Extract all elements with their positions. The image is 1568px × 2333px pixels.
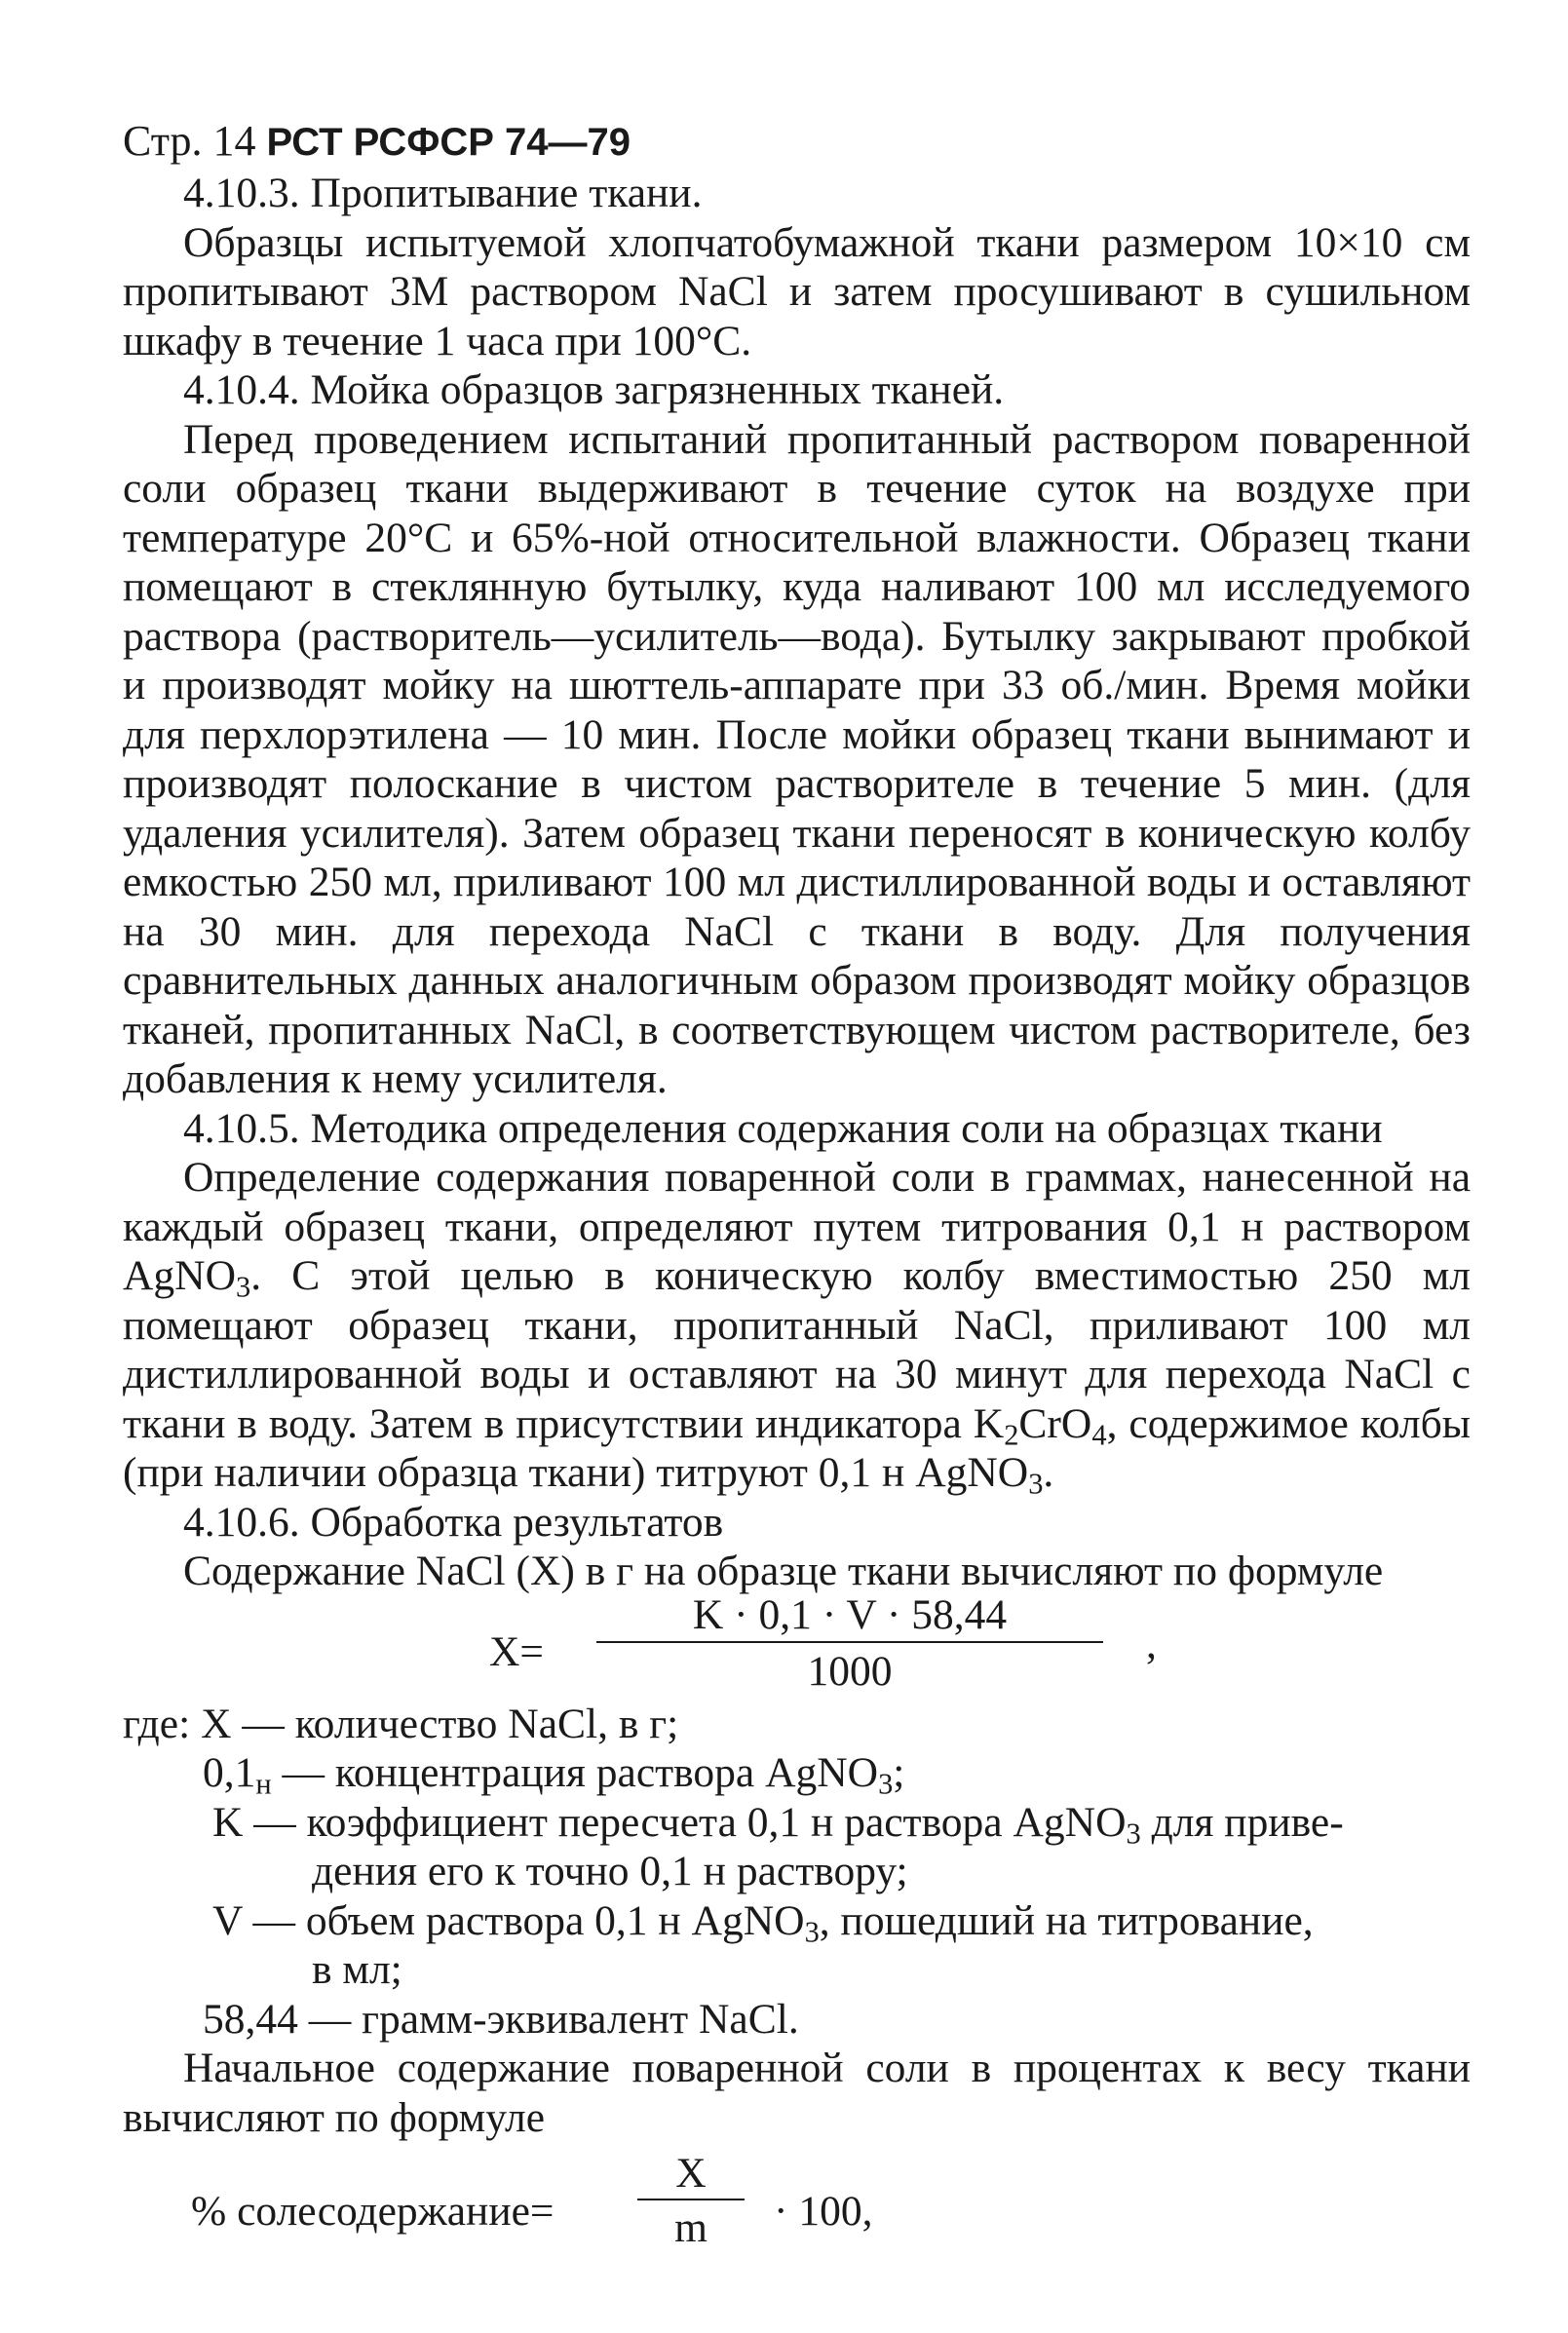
formula-lhs: X= [489,1627,544,1675]
body-part: . [1043,1449,1054,1496]
formula-numerator: K · 0,1 · V · 58,44 [692,1590,1008,1638]
formula-fraction [596,1590,1103,1696]
formula-numerator: X [675,2150,707,2197]
section-4-10-6-heading: 4.10.6. Обработка результатов [183,1498,724,1546]
final-paragraph: Начальное содержание поваренной соли в процентах к весу ткани вычисляют по формуле [123,2045,1471,2141]
section-4-10-6-body: Содержание NaCl (X) в г на образце ткани вычисляют по формуле [183,1548,1384,1594]
definition-x: где: X — количество NaCl, в г; [123,1700,679,1747]
definitions-list [123,1700,1471,2045]
section-4-10-3-heading: 4.10.3. Пропитывание ткани. [183,170,703,216]
subscript: 4 [1091,1418,1107,1452]
subscript: н [255,1767,272,1801]
formula-tail: · 100, [774,2188,873,2235]
formula-salt-percent [123,2148,1471,2265]
definition-v [123,1896,1471,1995]
def-text: V — объем раствора 0,1 н AgNO [212,1896,805,1944]
section-4-10-5-heading: 4.10.5. Методика определения содержания соли на образцах ткани [183,1104,1383,1152]
definition-concentration [123,1748,1471,1801]
formula-nacl-content [123,1590,1471,1700]
section-4-10-4-heading: 4.10.4. Мойка образцов загрязненных тканей. [183,366,1005,413]
subscript: 3 [804,1915,820,1949]
formula-fraction [637,2150,745,2251]
def-lead: 0,1 [203,1749,256,1796]
def-continuation: дения его к точно 0,1 н раствору; [312,1848,908,1894]
body-part: CrO [1018,1399,1092,1447]
section-4-10-5-body [123,1153,1471,1501]
formula-denominator: m [674,2204,708,2251]
definition-k [123,1798,1471,1896]
subscript: 3 [1028,1467,1044,1501]
definition-equivalent: 58,44 — грамм-эквивалент NaCl. [203,1995,799,2043]
fraction-bar [596,1641,1103,1643]
formula-lhs: % солесодержание= [191,2188,555,2235]
standard-code: РСТ РСФСР 74—79 [266,121,631,164]
formula-denominator: 1000 [807,1647,893,1695]
section-4-10-3-body: Образцы испытуемой хлопчатобумажной ткани размером 10×10 см пропитывают 3М раствором NaCl и затем просушивают в сушильном шкафу в течение 1 часа при 100°С. [123,218,1471,364]
body-part: Определение содержания поваренной соли в граммах, нанесенной на каждый образец ткани, определяют путем титрования 0,1 н раствором AgNO [123,1154,1471,1299]
subscript: 2 [1004,1418,1019,1452]
body-part: . С этой целью в коническую колбу вместимостью 250 мл помещают образец ткани, пропитанный NaCl, приливают 100 мл дистиллированной воды и оставляют на 30 минут для перехода NaCl с ткани в воду. Затем в присутствии индикатора K [123,1252,1471,1447]
subscript: 3 [878,1767,894,1801]
subscript: 3 [236,1270,251,1304]
body-part: , содержимое колбы (при наличии образца ткани) титруют 0,1 н AgNO [123,1399,1471,1496]
page-number: Стр. 14 [123,117,256,165]
def-text: K — коэффициент пересчета 0,1 н раствора AgNO [212,1798,1127,1846]
def-text: — концентрация раствора AgNO [271,1749,879,1796]
def-continuation: в мл; [312,1946,402,1993]
def-punct: ; [893,1749,905,1796]
def-text: , пошедший на титрование, [819,1896,1314,1944]
page-header [123,115,1471,169]
subscript: 3 [1126,1817,1141,1851]
def-text: для приве- [1140,1798,1344,1846]
fraction-bar [637,2199,745,2200]
formula-comma: , [1146,1620,1157,1667]
section-4-10-4-body: Перед проведением испытаний пропитанный раствором поваренной соли образец ткани выдерживают в течение суток на воздухе при температуре 20°С и 65%-ной относительной влажности. Образец ткани помещают в стеклянную бутылку, куда наливают 100 мл исследуемого раствора (растворитель—усилитель—вода). Бутылку закрывают пробкой и производят мойку на шюттель-аппарате при 33 об./мин. Время мойки для перхлорэтилена — 10 мин. После мойки образец ткани вынимают и производят полоскание в чистом растворителе в течение 5 мин. (для удаления усилителя). Затем образец ткани переносят в коническую колбу емкостью 250 мл, приливают 100 мл дистиллированной воды и оставляют на 30 мин. для перехода NaCl с ткани в воду. Для получения сравнительных данных аналогичным образом производят мойку образцов тканей, пропитанных NaCl, в соответствующем чистом растворителе, без добавления к нему усилителя. [123,415,1471,1102]
